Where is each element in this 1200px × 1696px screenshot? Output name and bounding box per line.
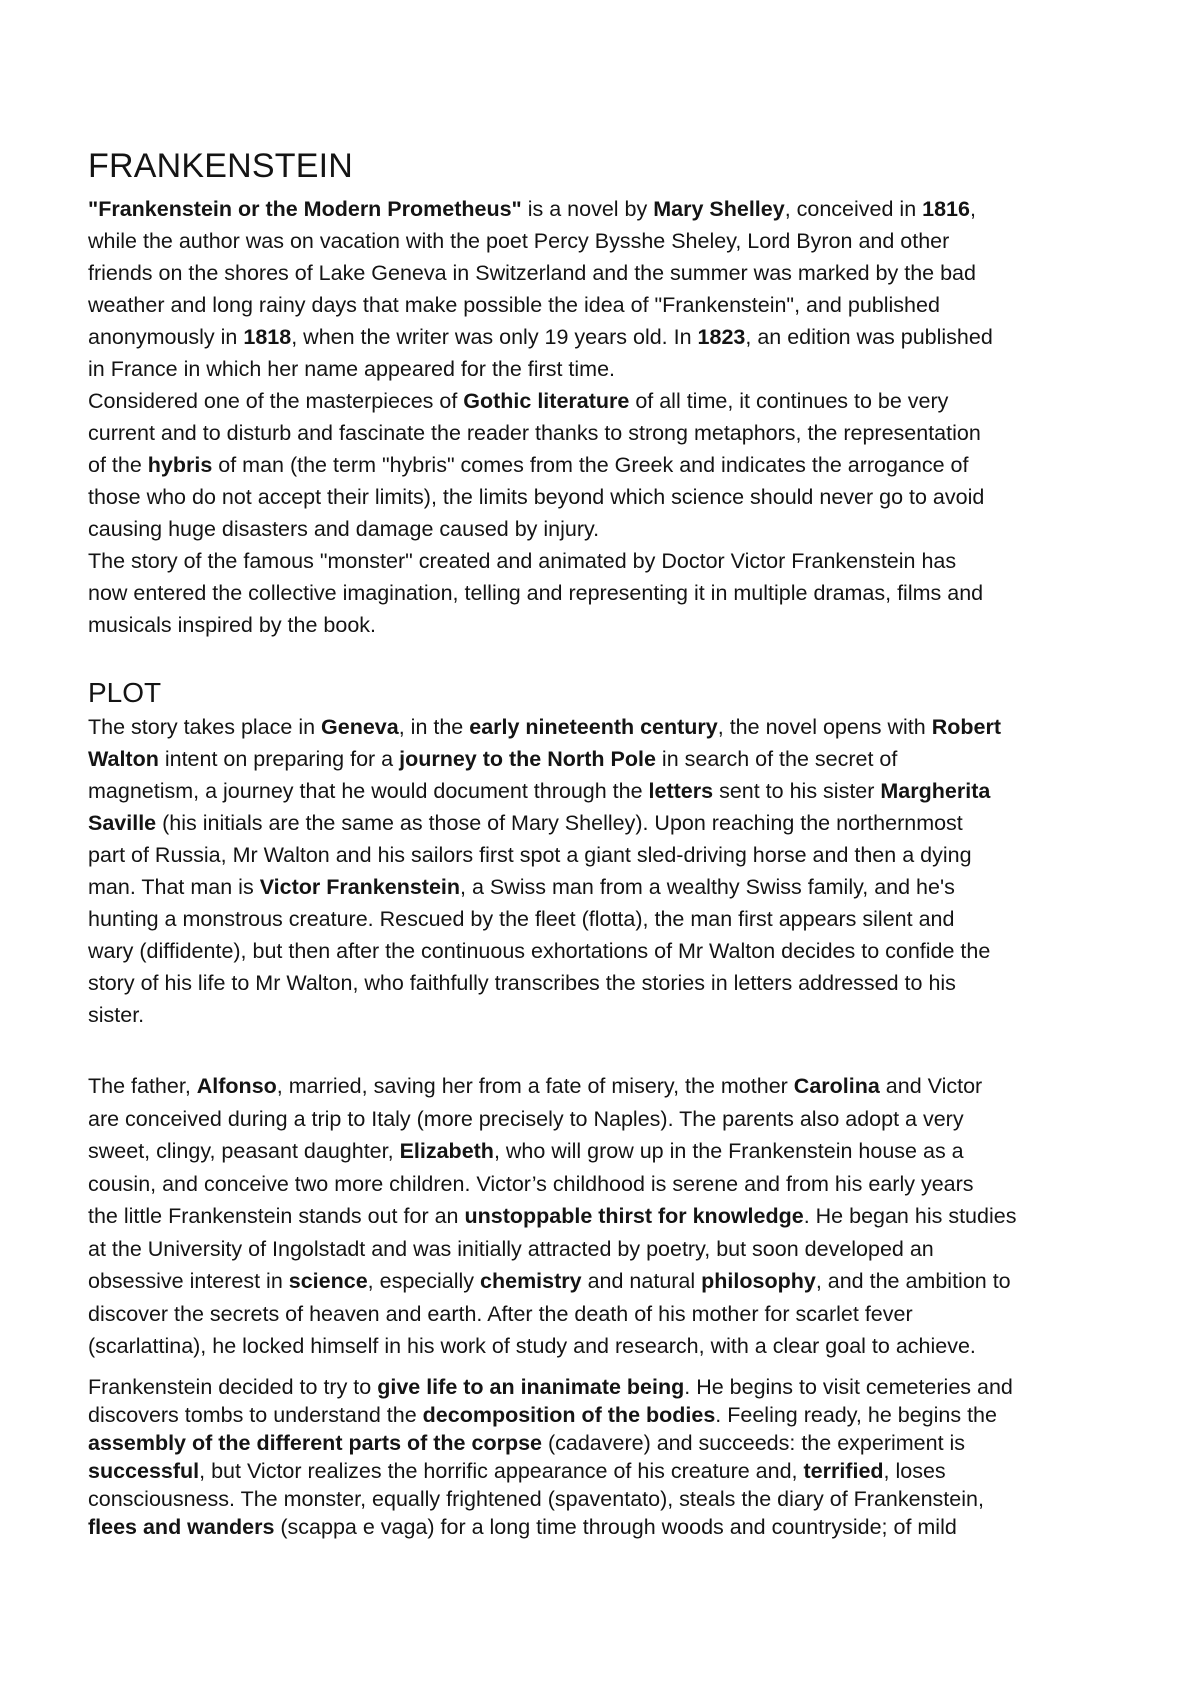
text-line: [88, 1265, 1148, 1298]
bold-text: 1823: [697, 325, 746, 349]
text-run: and natural: [581, 1269, 702, 1293]
text-run: , the novel opens with: [717, 715, 932, 739]
bold-text: Elizabeth: [399, 1139, 494, 1163]
bold-text: successful: [88, 1459, 200, 1483]
bold-text: Margherita: [880, 779, 991, 803]
text-run: . He begins to visit cemeteries and: [684, 1375, 1013, 1399]
text-line: [88, 577, 1148, 609]
text-run: the little Frankenstein stands out for an: [88, 1204, 465, 1228]
text-line: [88, 1373, 1148, 1401]
bold-text: Saville: [88, 811, 157, 835]
bold-text: philosophy: [701, 1269, 816, 1293]
bold-text: Geneva: [321, 715, 399, 739]
text-run: and Victor: [879, 1074, 983, 1098]
family-paragraph: [88, 1070, 1148, 1363]
document-title: FRANKENSTEIN: [88, 147, 353, 185]
text-run: (cadavere) and succeeds: the experiment is: [542, 1431, 966, 1455]
bold-text: hybris: [147, 453, 213, 477]
bold-text: science: [288, 1269, 368, 1293]
text-line: [88, 417, 1148, 449]
text-line: [88, 839, 1148, 871]
text-run: consciousness. The monster, equally frightened (spaventato), steals the diary of Frankenstein,: [88, 1487, 984, 1511]
text-line: [88, 1233, 1148, 1266]
text-run: anonymously in: [88, 325, 244, 349]
text-run: cousin, and conceive two more children. Victor’s childhood is serene and from his early years: [88, 1171, 974, 1196]
text-line: [88, 1135, 1148, 1168]
bold-text: give life to an inanimate being: [377, 1375, 685, 1399]
text-run: musicals inspired by the book.: [88, 613, 377, 637]
text-run: hunting a monstrous creature. Rescued by the fleet (flotta), the man first appears silent and: [88, 907, 955, 931]
text-run: , but Victor realizes the horrific appearance of his creature and,: [199, 1459, 804, 1483]
bold-text: assembly of the different parts of the corpse: [88, 1431, 542, 1455]
text-line: [88, 321, 1148, 353]
bold-text: Victor Frankenstein: [259, 875, 461, 899]
bold-text: "Frankenstein or the Modern Prometheus": [88, 197, 522, 221]
text-line: [88, 935, 1148, 967]
text-run: discovers tombs to understand the: [88, 1403, 423, 1427]
text-run: sweet, clingy, peasant daughter,: [88, 1139, 400, 1163]
text-run: in France in which her name appeared for the first time.: [88, 357, 616, 381]
bold-text: unstoppable thirst for knowledge: [464, 1204, 804, 1228]
text-line: [88, 1330, 1148, 1363]
text-run: Frankenstein decided to try to: [88, 1375, 378, 1399]
text-line: [88, 513, 1148, 545]
text-line: [88, 1070, 1148, 1103]
text-line: [88, 481, 1148, 513]
bold-text: Mary Shelley: [653, 197, 785, 221]
text-run: , when the writer was only 19 years old. In: [291, 325, 698, 349]
text-run: are conceived during a trip to Italy (more precisely to Naples). The parents also adopt a very: [88, 1106, 964, 1131]
text-run: Considered one of the masterpieces of: [88, 389, 464, 413]
text-line: [88, 1298, 1148, 1331]
bold-text: Alfonso: [196, 1074, 277, 1098]
text-run: . Feeling ready, he begins the: [715, 1403, 997, 1427]
bold-text: Robert: [931, 715, 1001, 739]
text-run: story of his life to Mr Walton, who faithfully transcribes the stories in letters addressed to his: [88, 971, 956, 995]
text-run: weather and long rainy days that make possible the idea of "Frankenstein", and published: [88, 293, 940, 317]
text-line: [88, 289, 1148, 321]
text-line: [88, 449, 1148, 481]
creation-paragraph: [88, 1373, 1148, 1541]
text-line: [88, 1513, 1148, 1541]
text-line: [88, 871, 1148, 903]
text-line: [88, 807, 1148, 839]
text-run: is a novel by: [521, 197, 654, 221]
text-run: at the University of Ingolstadt and was initially attracted by poetry, but soon developed an: [88, 1236, 934, 1261]
text-run: part of Russia, Mr Walton and his sailors first spot a giant sled-driving horse and then a dying: [88, 843, 972, 867]
text-run: of all time, it continues to be very: [629, 389, 949, 413]
bold-text: Gothic literature: [463, 389, 630, 413]
text-line: [88, 711, 1148, 743]
text-run: causing huge disasters and damage caused by injury.: [88, 517, 600, 541]
bold-text: journey to the North Pole: [399, 747, 656, 771]
text-run: now entered the collective imagination, telling and representing it in multiple dramas, films and: [88, 581, 984, 605]
text-run: , especially: [367, 1269, 481, 1293]
text-run: , a Swiss man from a wealthy Swiss family, and he's: [460, 875, 955, 899]
text-line: [88, 225, 1148, 257]
text-line: [88, 385, 1148, 417]
text-run: magnetism, a journey that he would document through the: [88, 779, 649, 803]
bold-text: flees and wanders: [88, 1515, 275, 1539]
text-run: (his initials are the same as those of Mary Shelley). Upon reaching the northernmost: [156, 811, 963, 835]
intro-paragraph: [88, 193, 1148, 641]
text-run: (scarlattina), he locked himself in his work of study and research, with a clear goal to achieve.: [88, 1334, 976, 1358]
text-run: those who do not accept their limits), the limits beyond which science should never go to avoid: [88, 485, 985, 509]
text-run: friends on the shores of Lake Geneva in Switzerland and the summer was marked by the bad: [88, 261, 976, 285]
text-line: [88, 1457, 1148, 1485]
text-line: [88, 193, 1148, 225]
text-run: sent to his sister: [713, 779, 881, 803]
text-run: intent on preparing for a: [158, 747, 400, 771]
text-run: of the: [88, 453, 148, 477]
text-line: [88, 999, 1148, 1031]
bold-text: Carolina: [793, 1074, 880, 1098]
text-run: current and to disturb and fascinate the reader thanks to strong metaphors, the representation: [88, 421, 981, 445]
text-run: in search of the secret of: [655, 747, 898, 771]
text-run: obsessive interest in: [88, 1269, 289, 1293]
text-run: man. That man is: [88, 875, 260, 899]
bold-text: letters: [648, 779, 714, 803]
plot-heading: PLOT: [88, 677, 162, 708]
text-run: discover the secrets of heaven and earth. After the death of his mother for scarlet fever: [88, 1301, 913, 1326]
text-run: , married, saving her from a fate of misery, the mother: [276, 1074, 794, 1098]
text-line: [88, 903, 1148, 935]
plot-paragraph: [88, 711, 1148, 1031]
text-run: , and the ambition to: [815, 1269, 1011, 1293]
text-line: [88, 609, 1148, 641]
text-run: The story takes place in: [88, 715, 322, 739]
text-run: wary (diffidente), but then after the continuous exhortations of Mr Walton decides to confide the: [88, 939, 991, 963]
text-line: [88, 1103, 1148, 1136]
bold-text: terrified: [803, 1459, 884, 1483]
text-run: The story of the famous "monster" created and animated by Doctor Victor Frankenstein has: [88, 549, 957, 573]
text-run: sister.: [88, 1003, 145, 1027]
text-line: [88, 743, 1148, 775]
text-run: ,: [969, 197, 976, 221]
text-line: [88, 967, 1148, 999]
bold-text: chemistry: [480, 1269, 582, 1293]
text-run: of man (the term "hybris" comes from the Greek and indicates the arrogance of: [212, 453, 969, 477]
text-line: [88, 257, 1148, 289]
text-run: while the author was on vacation with the poet Percy Bysshe Sheley, Lord Byron and other: [88, 229, 950, 253]
text-run: , in the: [398, 715, 470, 739]
text-run: , who will grow up in the Frankenstein house as a: [493, 1139, 964, 1163]
text-line: [88, 545, 1148, 577]
text-run: , loses: [883, 1459, 946, 1483]
bold-text: 1816: [922, 197, 970, 221]
bold-text: Walton: [88, 747, 159, 771]
bold-text: decomposition of the bodies: [422, 1403, 716, 1427]
text-line: [88, 353, 1148, 385]
text-line: [88, 775, 1148, 807]
text-line: [88, 1168, 1148, 1201]
text-run: , an edition was published: [745, 325, 993, 349]
text-line: [88, 1401, 1148, 1429]
text-run: , conceived in: [784, 197, 923, 221]
text-run: The father,: [88, 1074, 197, 1098]
text-line: [88, 1429, 1148, 1457]
text-line: [88, 1200, 1148, 1233]
text-run: (scappa e vaga) for a long time through woods and countryside; of mild: [274, 1515, 957, 1539]
text-line: [88, 1485, 1148, 1513]
text-run: . He began his studies: [803, 1204, 1017, 1228]
bold-text: early nineteenth century: [469, 715, 718, 739]
bold-text: 1818: [243, 325, 292, 349]
